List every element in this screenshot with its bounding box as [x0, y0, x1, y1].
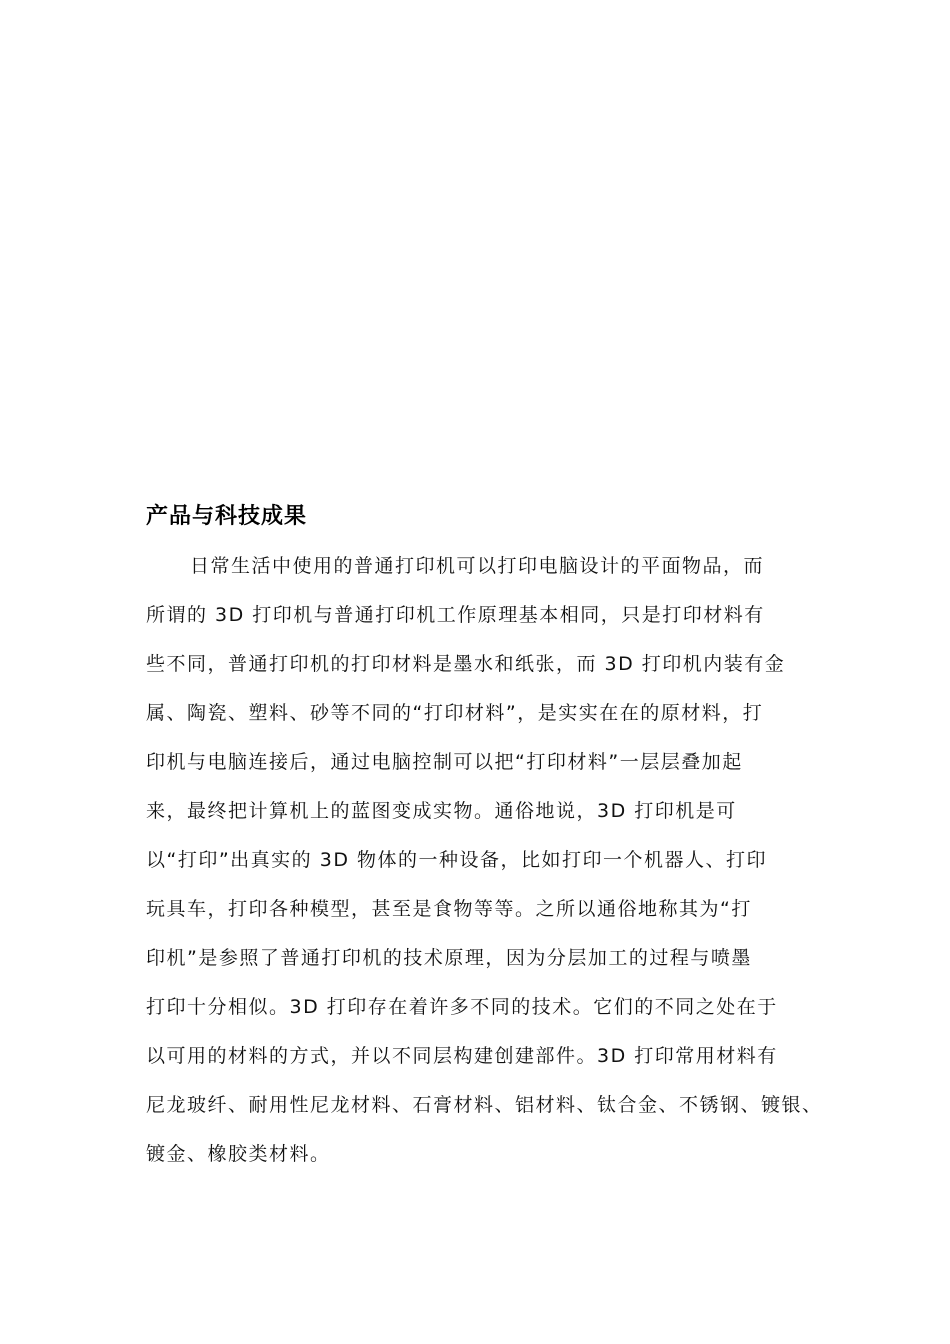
- section-heading: 产品与科技成果: [146, 503, 308, 529]
- paragraph-line: 日常生活中使用的普通打印机可以打印电脑设计的平面物品，而: [190, 555, 765, 577]
- paragraph-line: 尼龙玻纤、耐用性尼龙材料、石膏材料、铝材料、钛合金、不锈钢、镀银、: [146, 1094, 823, 1116]
- paragraph-line: 镀金、橡胶类材料。: [146, 1143, 331, 1165]
- paragraph-line: 玩具车，打印各种模型，甚至是食物等等。之所以通俗地称其为“打: [146, 898, 752, 920]
- paragraph-line: 属、陶瓷、塑料、砂等不同的“打印材料”，是实实在在的原材料，打: [146, 702, 764, 724]
- paragraph-line: 来，最终把计算机上的蓝图变成实物。通俗地说，3D 打印机是可: [146, 800, 737, 822]
- paragraph-line: 些不同，普通打印机的打印材料是墨水和纸张，而 3D 打印机内装有金: [146, 653, 786, 675]
- paragraph-line: 印机”是参照了普通打印机的技术原理，因为分层加工的过程与喷墨: [146, 947, 752, 969]
- paragraph-line: 以可用的材料的方式，并以不同层构建创建部件。3D 打印常用材料有: [146, 1045, 778, 1067]
- paragraph-line: 打印十分相似。3D 打印存在着许多不同的技术。它们的不同之处在于: [146, 996, 778, 1018]
- paragraph-line: 所谓的 3D 打印机与普通打印机工作原理基本相同，只是打印材料有: [146, 604, 765, 626]
- paragraph-line: 印机与电脑连接后，通过电脑控制可以把“打印材料”一层层叠加起: [146, 751, 743, 773]
- paragraph-line: 以“打印”出真实的 3D 物体的一种设备，比如打印一个机器人、打印: [146, 849, 767, 871]
